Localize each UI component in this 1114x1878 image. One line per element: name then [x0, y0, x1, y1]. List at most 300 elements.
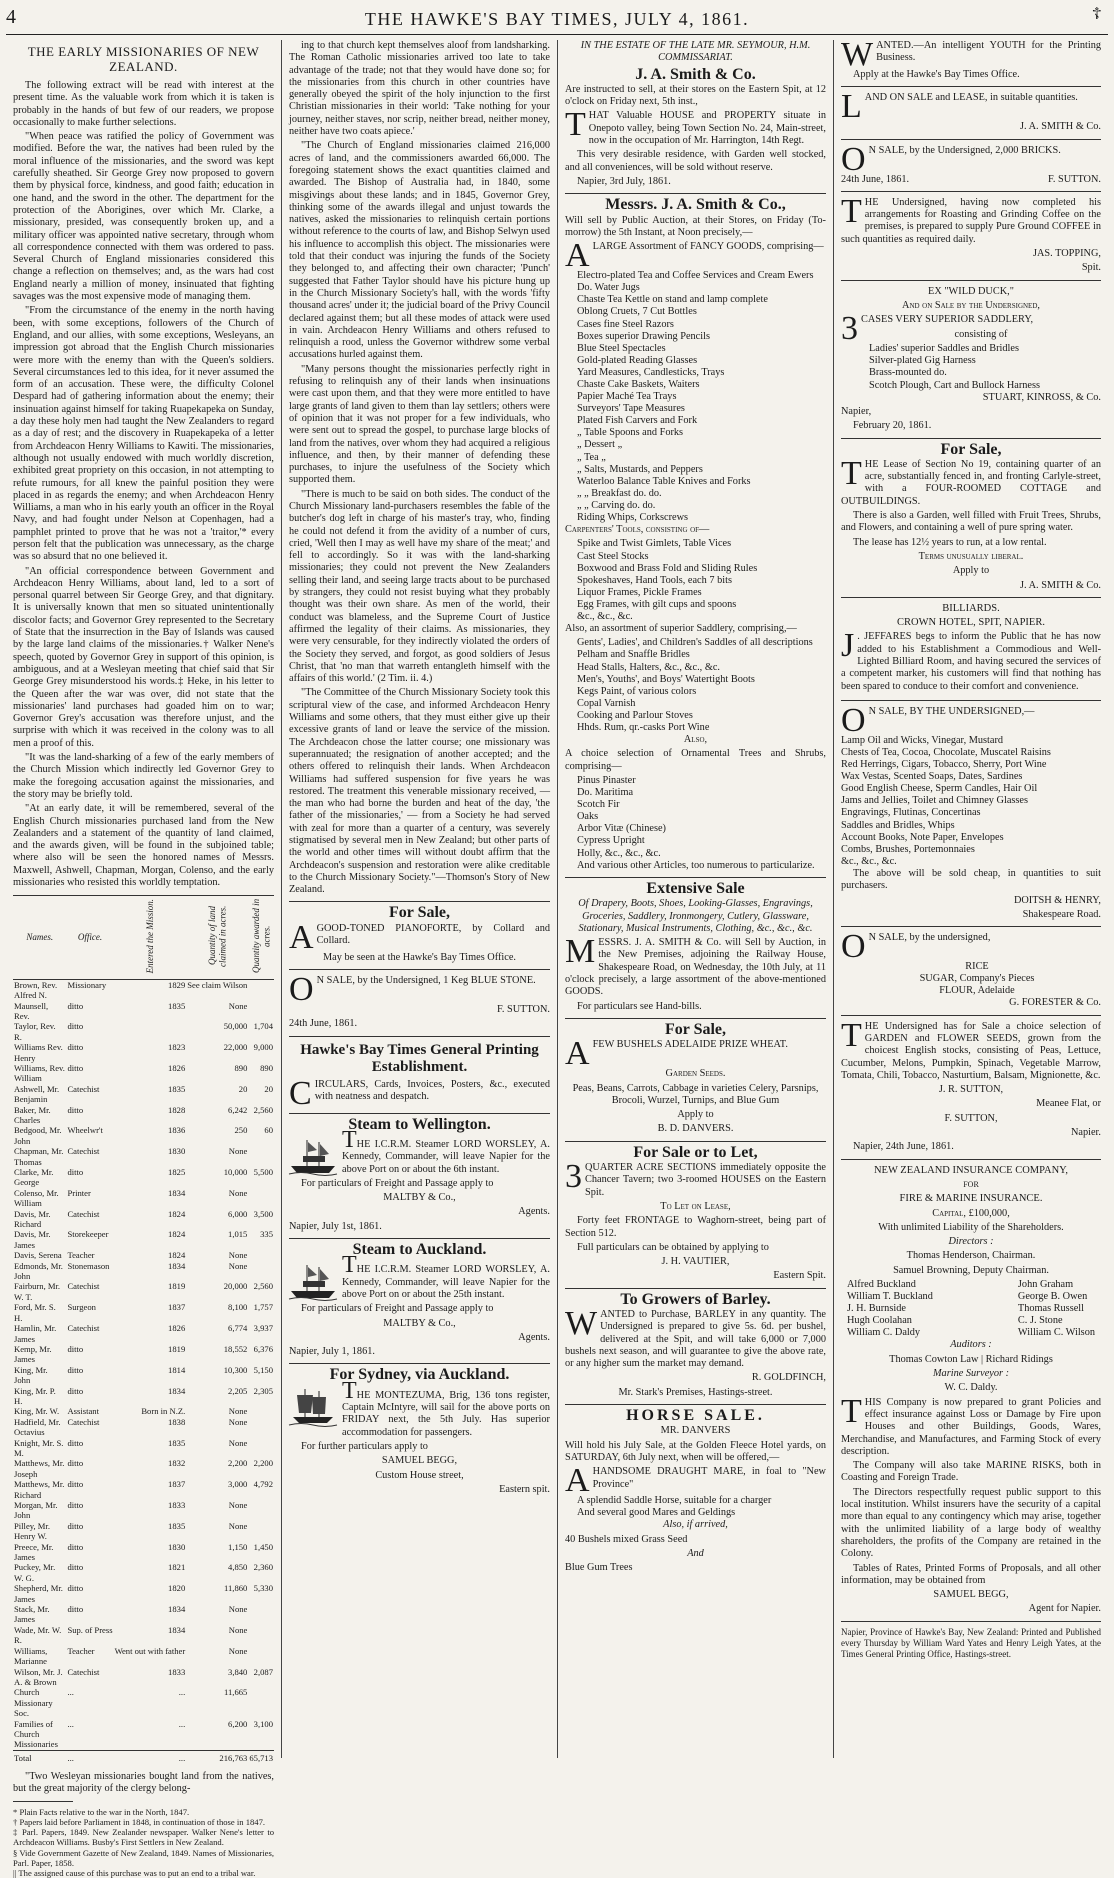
table-cell: 1837	[168, 1479, 186, 1490]
list-item: Chaste Tea Kettle on stand and lamp complete	[577, 294, 768, 306]
table-header: Quantity of land claimed in acres.	[186, 896, 248, 979]
list-item: William T. Buckland	[847, 1291, 933, 1303]
table-cell: 1823	[168, 1042, 186, 1053]
list-item: Lamp Oil and Wicks, Vinegar, Mustard	[841, 734, 1004, 746]
list-item: Spike and Twist Gimlets, Table Vices	[577, 538, 732, 550]
table-cell: ditto	[67, 1104, 84, 1115]
table-cell: 1,757	[253, 1302, 273, 1313]
table-cell: Kemp, Mr. James	[14, 1343, 52, 1365]
list-item: Gents', Ladies', and Children's Saddles of all descriptions	[577, 637, 813, 649]
list-item: Cypress Upright	[577, 835, 645, 847]
column-1	[6, 40, 282, 1878]
table-cell: 216,763	[186, 1750, 248, 1763]
list-item: Plated Fish Carvers and Fork	[577, 415, 698, 427]
article-continued	[289, 40, 550, 896]
table-cell: See claim Wilson	[187, 979, 248, 990]
table-cell: 65,713	[248, 1750, 274, 1763]
list-item: Holly, &c., &c., &c.	[577, 847, 661, 859]
list-item: Do. Maritima	[577, 787, 634, 799]
list-item: „ Dessert „	[577, 439, 623, 451]
list-item: Arbor Vitæ (Chinese)	[577, 823, 666, 835]
ad-billiards: BILLIARDS. CROWN HOTEL, SPIT, NAPIER. J . JEFFARES begs to inform the Public that he has now added to his Establishment a Commodious and Well-Lighted Billiard Room, and having secured the services of a competent marker, his customers will find that nothing has been spared to conduce to their comfort and convenience.	[841, 602, 1101, 692]
table-cell	[248, 1438, 274, 1459]
table-cell: 1824	[168, 1208, 186, 1219]
newspaper-title: THE HAWKE'S BAY TIMES, JULY 4, 1861.	[364, 8, 750, 29]
list-item: Spokeshaves, Hand Tools, each 7 bits	[577, 574, 732, 586]
table-cell: Missionary	[67, 979, 107, 990]
ad-barley: To Growers of Barley. WANTED to Purchase, BARLEY in any quantity. The Undersigned is prepared to give 5s. 6d. per bushel, delivered at the Spit, and will take 6,000 or 7,000 bushels next season, and will guarantee to give the above rate, or any higher sum the market may demand. R. GOLDFINCH, Mr. Stark's Premises, Hastings-street.	[565, 1290, 826, 1398]
table-cell: King, Mr. W.	[14, 1406, 60, 1417]
list-item: Saddles and Bridles, Whips	[841, 819, 955, 831]
table-cell: Catechist	[67, 1416, 100, 1427]
table-cell: 5,500	[253, 1167, 273, 1178]
table-row	[13, 1583, 274, 1604]
table-cell: Wilson, Mr. J. A. & Brown	[14, 1666, 63, 1687]
list-item: Papier Maché Tea Trays	[577, 391, 677, 403]
table-cell: Williams, Rev. William	[14, 1062, 65, 1084]
list-item: Copal Varnish	[577, 697, 636, 709]
table-cell: 1821	[168, 1562, 186, 1573]
table-cell: None	[228, 1437, 248, 1448]
table-cell: ditto	[67, 1458, 84, 1469]
sailing-ship-icon	[289, 1387, 337, 1427]
table-cell: ditto	[67, 1364, 84, 1375]
table-cell: Total	[13, 1750, 66, 1763]
table-row	[13, 1188, 274, 1209]
table-cell	[248, 1687, 274, 1718]
table-header: Office.	[66, 896, 113, 979]
table-cell: Taylor, Rev. R.	[14, 1021, 56, 1042]
table-cell: 2,200	[228, 1458, 248, 1469]
table-cell: Baker, Mr. Charles	[14, 1104, 51, 1125]
table-cell: 4,792	[253, 1479, 273, 1490]
table-cell: 5,330	[253, 1583, 273, 1594]
table-cell: ...	[66, 1750, 113, 1763]
table-cell: 10,000	[223, 1167, 248, 1178]
list-item: &c., &c., &c.	[577, 610, 633, 622]
table-cell: 1824	[168, 1250, 186, 1261]
ad-pianoforte: For Sale, AGOOD-TONED PIANOFORTE, by Collard and Collard. May be seen at the Hawke's Bay Times Office.	[289, 904, 550, 963]
table-cell: Catechist	[67, 1666, 100, 1677]
list-item: Good English Cheese, Sperm Candles, Hair Oil	[841, 783, 1038, 795]
table-cell: Maunsell, Rev.	[14, 1000, 49, 1021]
list-item: William C. Wilson	[1017, 1327, 1095, 1339]
ad-steam-auckland: Steam to Auckland. THE I.C.R.M. Steamer LORD WORSLEY, A. Kennedy, Commander, will leave Napier for the above Port on or about the 25th instant. For particulars of Freight and Passage apply to MALTBY & Co., Agents. Napier, July 1, 1861.	[289, 1241, 550, 1358]
table-cell: King, Mr. P. H.	[14, 1385, 56, 1406]
ad-sale-or-let: For Sale or to Let, 3 QUARTER ACRE SECTIONS immediately opposite the Chancer Tavern; two 3-roomed HOUSES on the Eastern Spit. To Let on Lease, Forty feet FRONTAGE to Waghorn-street, being part of Section 512. Full particulars can be obtained by applying to J. H. VAUTIER, Eastern Spit.	[565, 1143, 826, 1282]
list-item: Scotch Fir	[577, 799, 620, 811]
table-cell: 3,937	[253, 1323, 273, 1334]
list-item: &c., &c., &c.	[841, 855, 897, 867]
list-item: Combs, Brushes, Portemonnaies	[841, 843, 975, 855]
table-cell: ditto	[67, 1167, 84, 1178]
table-cell: 890	[260, 1062, 273, 1073]
sailing-ship-icon	[289, 1136, 337, 1176]
table-cell: 890	[234, 1062, 248, 1073]
ad-steam-wellington: Steam to Wellington. THE I.C.R.M. Steamer LORD WORSLEY, A. Kennedy, Commander, will leave Napier for the above Port on or about the 6th instant. For particulars of Freight and Passage apply to MALTBY & Co., Agents. Napier, July 1st, 1861.	[289, 1115, 550, 1232]
table-cell: 1826	[168, 1062, 186, 1073]
page-number: 4	[6, 6, 16, 28]
list-item: William C. Daldy	[847, 1327, 921, 1339]
corner-mark: ☦	[1091, 6, 1102, 23]
table-cell: Williams, Marianne	[14, 1645, 48, 1667]
table-cell: 1835	[168, 1000, 186, 1011]
list-item: RICE	[965, 961, 989, 973]
list-item: Pelham and Snaffle Bridles	[577, 649, 690, 661]
table-cell: None	[228, 1520, 248, 1531]
table-cell: Catechist	[67, 1083, 100, 1094]
table-cell: Davis, Mr. James	[14, 1229, 51, 1250]
table-row	[13, 1261, 274, 1282]
list-item: Account Books, Note Paper, Envelopes	[841, 831, 1004, 843]
table-cell: ditto	[67, 1062, 84, 1073]
list-item: Riding Whips, Corkscrews	[577, 512, 689, 524]
table-cell: ...	[67, 1718, 74, 1729]
table-cell: 3,840	[228, 1666, 248, 1677]
table-cell: Stonemason	[67, 1260, 110, 1271]
table-cell: Matthews, Mr. Richard	[14, 1479, 65, 1500]
table-cell	[248, 1604, 274, 1625]
list-item: Waterloo Balance Table Knives and Forks	[577, 475, 751, 487]
table-cell	[248, 1406, 274, 1416]
ad-insurance: NEW ZEALAND INSURANCE COMPANY, FOR FIRE & MARINE INSURANCE. Capital, £100,000, With unlimited Liability of the Shareholders. Directors : Thomas Henderson, Chairman. Samuel Browning, Deputy Chairman. Alfred Buckland William T. Buckland J. H. Burnside Hugh Coolahan William C. Daldy John Graham George B. Owen Thomas Russell C. J. Stone William C. Wilson Auditors : Thomas Cowton Law | Richard Ridings Marine Surveyor : W. C. Daldy. THIS Company is now prepared to grant Policies and effect insurance against Loss or Damage by Fire upon Houses and other Buildings, Goods, Wares, Merchandise, and Manufactures, and Farming Stock of every description. The Company will also take MARINE RISKS, both in Coasting and Foreign Trade. The Directors respectfully request public support to this local institution. Whilst insurers have the security of a capital more than equal to any contingency which may arise, together with the unlimited liability of a large body of wealthy shareholders, the profits of the Company are retained in the Colony. Tables of Rates, Printed Forms of Proposals, and all other information, may be obtained from SAMUEL BEGG, Agent for Napier.	[841, 1164, 1101, 1615]
table-cell: Went out with father	[114, 1645, 186, 1656]
ad-bricks: O N SALE, by the Undersigned, 2,000 BRICKS. 24th June, 1861. F. SUTTON.	[841, 140, 1101, 185]
table-cell	[248, 1646, 274, 1667]
list-item: Brass-mounted do.	[869, 367, 947, 379]
list-item: Men's, Youths', and Boys' Watertight Boots	[577, 673, 755, 685]
missionary-land-table	[13, 895, 274, 1763]
table-cell: 2,560	[253, 1104, 273, 1115]
table-row	[13, 1250, 274, 1260]
table-row	[13, 1417, 274, 1438]
list-item: Boxes superior Drawing Pencils	[577, 330, 710, 342]
table-cell: ditto	[67, 1520, 84, 1531]
table-cell: None	[228, 1604, 248, 1615]
table-header: Quantity awarded in acres.	[248, 896, 274, 979]
ad-rice-sugar: O N SALE, by the undersigned, RICE SUGAR, Company's Pieces FLOUR, Adelaide G. FORESTER & Co.	[841, 928, 1101, 1009]
ad-youth-wanted: WANTED.—An intelligent YOUTH for the Printing Business. Apply at the Hawke's Bay Times Office.	[841, 36, 1101, 80]
printer-imprint: Napier, Province of Hawke's Bay, New Zealand: Printed and Published every Thursday by William Ward Yates and Henry Leigh Yates, at the Times General Printing Office, Hastings-street.	[841, 1626, 1101, 1659]
table-cell: Davis, Mr. Richard	[14, 1208, 51, 1230]
list-item: SUGAR, Company's Pieces	[919, 973, 1035, 985]
table-cell: 2,560	[253, 1281, 273, 1292]
table-cell: 3,000	[228, 1479, 248, 1490]
table-cell: 4,850	[228, 1562, 248, 1573]
table-cell: 1826	[168, 1323, 186, 1334]
footnote: § Vide Government Gazette of New Zealand, 1849. Names of Missionaries, Parl. Paper, 1858.	[13, 1847, 274, 1868]
table-cell: 3,500	[253, 1208, 273, 1219]
article-paragraph: "At an early date, it will be remembered, several of the English Church missionaries purchased land from the New Zealanders and a statement of the quantity of land claimed, and the awards given, will be found in the subjoined table; where also will be seen the honored names of Messrs. Maxwell, Ashwell, Chapman, Morgan, Colenso, and the early missionaries who resisted this worldly temptation.	[13, 803, 274, 888]
list-item: Electro-plated Tea and Coffee Services and Cream Ewers	[577, 270, 814, 282]
table-cell: 1828	[168, 1104, 186, 1115]
table-cell: Davis, Serena	[14, 1250, 62, 1261]
list-item: Gold-plated Reading Glasses	[577, 354, 698, 366]
table-cell: Catechist	[67, 1208, 100, 1219]
table-cell: 20	[238, 1083, 248, 1094]
list-item: Hugh Coolahan	[847, 1315, 912, 1327]
ad-blue-stone: O N SALE, by the Undersigned, 1 Keg BLUE STONE. F. SUTTON. 24th June, 1861.	[289, 971, 550, 1030]
list-item: „ „ Carving do. do.	[577, 499, 656, 511]
table-header: Names.	[13, 896, 66, 979]
table-cell	[114, 1021, 187, 1042]
article-paragraph: "The Committee of the Church Missionary Society took this scriptural view of the case, and informed Archdeacon Henry Williams and some others, that they must either give up their excessive grants of land or leave the service of the mission. The Archdeacon chose the latter course; one missionary was superannuated; the resignation of another accepted; and the others offered to relinquish their lands. When Archdeacon Williams had suffered suspension for five years he was restored. The treatment this venerable missionary received, — the man who had borne the burden and heat of the day, 'the father of the missionaries,' — from a Society he had served with zeal for more than a quarter of a century, was severely stigmatised by several men in New Zealand; but other parts of the world and other times will without doubt affirm that the Archdeacon's suspension and restoration were alike creditable to the Church Missionary Society."—Thomson's Story of New Zealand.	[289, 687, 550, 896]
table-row	[13, 1719, 274, 1751]
table-cell: 22,000	[223, 1042, 248, 1053]
table-cell: 6,376	[253, 1343, 273, 1354]
article-paragraph: "Many persons thought the missionaries perfectly right in refusing to relinquish any of their lands when insinuations were cast upon them, and that they were more entitled to have large grants of land given to them than lay settlers; others were of opinion that it was not proper for a few individuals, who were sent out to spread the gospel, to purchase large blocks of land from the natives, over whom they had acquired a religious influence, and then, by their manner of defending these purchases, to injure the usefulness of the Society which supported them.	[289, 363, 550, 486]
table-cell: Wheelwr't	[67, 1125, 103, 1136]
list-item: Head Stalls, Halters, &c., &c., &c.	[577, 661, 720, 673]
table-cell: Preece, Mr. James	[14, 1541, 54, 1563]
table-row	[13, 1365, 274, 1386]
table-cell: Surgeon	[67, 1302, 96, 1313]
ad-extensive-sale: Extensive Sale Of Drapery, Boots, Shoes, Looking-Glasses, Engravings, Groceries, Saddlery, Ironmongery, Cutlery, Glassware, Stationary, Musical Instruments, Clothing, &c., &c., &c. MESSRS. J. A. SMITH & Co. will Sell by Auction, in the New Premises, adjoining the Railway House, Shakespeare Road, on Wednesday, the 10th July, at 11 o'clock precisely, a large assortment of the above-mentioned GOODS. For particulars see Hand-bills.	[565, 879, 826, 1012]
table-cell: 11,665	[224, 1687, 248, 1698]
table-cell: Fairburn, Mr. W. T.	[14, 1281, 61, 1302]
article-paragraph: ing to that church kept themselves aloof from landsharking. The Roman Catholic missionaries arrived too late to take advantage of the trade; not that they would have done so; for the missionaries from this church in other countries have generally obeyed the spirit of the holy injunction to the first Christian missionaries in their world: 'Take nothing for your journey, neither staves, nor scrip, neither bread, neither money, neither have two coats apiece.'	[289, 40, 550, 138]
list-item: Cast Steel Stocks	[577, 550, 649, 562]
list-item: Egg Frames, with gilt cups and spoons	[577, 598, 737, 610]
table-cell	[248, 1261, 274, 1282]
table-cell: Ford, Mr. S. H.	[14, 1302, 56, 1323]
article-paragraph: "When peace was ratified the policy of Government was modified. Before the war, the natives had been ruled by the moral influence of the missionaries, and the sword was kept carefully sheathed. Sir George Grey now proposed to govern them by physical force, kindness, and good faith; education in one hand, and the sword in the other. The department for the protection of the Aborigines, over which Mr. Clarke, a missionary, presided, was consequently broken up, and a military officer was appointed native secretary, through whom all correspondence connected with them was ordered to pass. Several Church of England missionaries considered this change a reflection on themselves; and, as the wars had cost England nearly a million of money, insinuated that fighting savages was the most expensive mode of managing them.	[13, 131, 274, 303]
footnote: † Papers laid before Parliament in 1848, in continuation of those in 1847.	[13, 1816, 266, 1827]
table-cell: Church Missionary Soc.	[14, 1687, 53, 1719]
table-cell	[248, 1250, 274, 1260]
table-cell: 6,200	[228, 1718, 248, 1729]
table-cell: 1,150	[228, 1541, 248, 1552]
footnotes	[13, 1807, 274, 1878]
table-cell: 6,774	[228, 1323, 248, 1334]
footnote: * Plain Facts relative to the war in the North, 1847.	[13, 1806, 190, 1817]
list-item: Yard Measures, Candlesticks, Trays	[577, 366, 725, 378]
list-item: C. J. Stone	[1017, 1315, 1063, 1327]
table-cell: ditto	[67, 1000, 84, 1011]
list-item: Alfred Buckland	[847, 1279, 916, 1291]
table-cell: 1834	[168, 1260, 186, 1271]
ad-printing: Hawke's Bay Times General Printing Establishment. CIRCULARS, Cards, Invoices, Posters, &c., executed with neatness and despatch.	[289, 1041, 550, 1112]
list-item: „ Salts, Mustards, and Peppers	[577, 463, 703, 475]
list-item: Thomas Russell	[1017, 1303, 1084, 1315]
ad-wild-duck-saddlery: EX "WILD DUCK," And on Sale by the Undersigned, 3 CASES VERY SUPERIOR SADDLERY, consisting of Ladies' superior Saddles and Bridles Silver-plated Gig Harness Brass-mounted do. Scotch Plough, Cart and Bullock Harness STUART, KINROSS, & Co. Napier, February 20, 1861.	[841, 285, 1101, 432]
table-cell: 20,000	[223, 1281, 248, 1292]
list-item: Hhds. Rum, qr.-casks Port Wine	[577, 722, 710, 734]
table-cell: 2,205	[228, 1385, 248, 1396]
table-row	[13, 1625, 274, 1646]
list-item: Engravings, Flutinas, Concertinas	[841, 807, 981, 819]
list-item: „ Tea „	[577, 451, 606, 463]
table-row	[13, 1021, 274, 1042]
table-cell	[248, 1001, 274, 1022]
ad-fancy-goods: Messrs. J. A. Smith & Co., Will sell by Public Auction, at their Stores, on Friday (To-morrow) the 5th Instant, at Noon precisely,— ALARGE Assortment of FANCY GOODS, comprising— Electro-plated Tea and Coffee Services and Cream Ewers Do. Water Jugs Chaste Tea Kettle on stand and lamp complete Oblong Cruets, 7 Cut Bottles Cases fine Steel Razors Boxes superior Drawing Pencils Blue Steel Spectacles Gold-plated Reading Glasses Yard Measures, Candlesticks, Trays Chaste Cake Baskets, Waiters Papier Maché Tea Trays Surveyors' Tape Measures Plated Fish Carvers and Fork „ Table Spoons and Forks „ Dessert „ „ Tea „ „ Salts, Mustards, and Peppers Waterloo Balance Table Knives and Forks „ „ Breakfast do. do. „ „ Carving do. do. Riding Whips, Corkscrews Carpenters' Tools, consisting of— Spike and Twist Gimlets, Table Vices Cast Steel Stocks Boxwood and Brass Fold and Sliding Rules Spokeshaves, Hand Tools, each 7 bits Liquor Frames, Pickle Frames Egg Frames, with gilt cups and spoons &c., &c., &c. Also, an assortment of superior Saddlery, comprising,— Gents', Ladies', and Children's Saddles of all descriptions Pelham and Snaffle Bridles Head Stalls, Halters, &c., &c., &c. Men's, Youths', and Boys' Watertight Boots Kegs Paint, of various colors Copal Varnish Cooking and Parlour Stoves Hhds. Rum, qr.-casks Port Wine Also, A choice selection of Ornamental Trees and Shrubs, comprising— Pinus Pinaster Do. Maritima Scotch Fir Oaks Arbor Vitæ (Chinese) Cypress Upright Holly, &c., &c., &c. And various other Articles, too numerous to particularize.	[565, 196, 826, 871]
table-cell: Teacher	[67, 1250, 95, 1261]
table-cell: None	[228, 1146, 248, 1157]
list-item: „ „ Breakfast do. do.	[577, 487, 662, 499]
table-cell: Puckey, Mr. W. G.	[14, 1562, 56, 1583]
table-cell: None	[228, 1645, 248, 1656]
footnote: ‡ Parl. Papers, 1849. New Zealander newspaper. Walker Nene's letter to Archdeacon Williams. Busby's First Settlers in New Zealand.	[13, 1827, 274, 1848]
list-item: Do. Water Jugs	[577, 282, 640, 294]
table-row	[13, 1302, 274, 1323]
ad-sydney: For Sydney, via Auckland. THE MONTEZUMA, Brig, 136 tons register, Captain McIntyre, will sail for the above ports on FRIDAY next, the 5th July. Has superior accommodation for passengers. For further particulars apply to SAMUEL BEGG, Custom House street, Eastern spit.	[289, 1369, 550, 1496]
list-item: Wax Vestas, Scented Soaps, Dates, Sardines	[841, 771, 1023, 783]
table-cell: ditto	[67, 1541, 84, 1552]
table-row	[13, 1438, 274, 1459]
table-cell: 1833	[168, 1666, 186, 1677]
table-cell: Edmonds, Mr. John	[14, 1260, 63, 1282]
list-item: Cases fine Steel Razors	[577, 318, 674, 330]
article-paragraph: "An official correspondence between Government and Archdeacon Henry Williams, about land, led to a sort of personal quarrel between Sir George Grey, and that dignitary. It is universally known that men so situated unintentionally discolor facts; and Governor Grey represented to the Secretary of State that the insurrection in the Bay of Islands was caused by the large land claims of the missionaries.† Walker Nene's speech, quoted by Governor Grey in support of this opinion, is ambiguous, and at a Wesleyan meeting that chief said that Sir George Grey misunderstood his words.‡ Heke, in his letter to the Queen after the war was over, did not state that the missionaries' land purchases had goaded him on to war; Governor Grey's accusation was therefore unjust, and the surprise with which it was received in the colony was to all men a proof of this.	[13, 565, 274, 749]
table-cell: None	[228, 1250, 248, 1261]
table-row	[13, 1146, 274, 1167]
table-cell: ditto	[67, 1021, 84, 1032]
table-cell: Catechist	[67, 1146, 100, 1157]
table-cell: ...	[178, 1718, 186, 1729]
table-cell: ditto	[67, 1385, 84, 1396]
table-cell	[248, 1188, 274, 1209]
table-cell: 1836	[168, 1125, 186, 1136]
table-cell: None	[228, 1187, 248, 1198]
table-cell: 1,704	[253, 1021, 273, 1032]
list-item: Oaks	[577, 811, 599, 823]
table-cell: 1,450	[253, 1541, 273, 1552]
table-cell: Printer	[67, 1187, 91, 1198]
list-item: Ladies' superior Saddles and Bridles	[869, 343, 1019, 355]
table-cell: ...	[67, 1687, 74, 1698]
table-cell: 1835	[168, 1083, 186, 1094]
table-cell: Catechist	[67, 1323, 100, 1334]
table-row	[13, 1479, 274, 1500]
table-row	[13, 1125, 274, 1146]
table-cell: 6,000	[228, 1208, 248, 1219]
table-cell: 1819	[168, 1343, 186, 1354]
table-cell: None	[228, 1416, 248, 1427]
table-cell	[248, 1521, 274, 1542]
table-cell: 2,360	[253, 1562, 273, 1573]
list-item: Scotch Plough, Cart and Bullock Harness	[869, 379, 1041, 391]
table-cell: None	[228, 1260, 248, 1271]
newspaper-page	[6, 4, 1108, 1878]
table-cell: 250	[234, 1125, 248, 1136]
list-item: J. H. Burnside	[847, 1303, 906, 1315]
list-item: Oblong Cruets, 7 Cut Bottles	[577, 306, 697, 318]
table-cell	[248, 1625, 274, 1646]
table-cell: 1825	[168, 1167, 186, 1178]
table-cell: Sup. of Press	[67, 1624, 113, 1635]
table-cell: Bedgood, Mr. John	[14, 1125, 62, 1146]
table-cell: 1835	[168, 1520, 186, 1531]
table-cell: Catechist	[67, 1281, 100, 1292]
article-paragraph: "From the circumstance of the enemy in the north having been, with some exceptions, followers of the Church of England, and our allies, with some exceptions, Wesleyans, an impression got abroad that the English Church missionaries were more with the enemy than with the Queen's soldiers. Several circumstances led to this idea, for it never assumed the form of an accusation. These were, the difficulty Colonel Despard had of gathering information about the enemy; their insinuation against himself for taking Ruapekapeka on Sunday, a day these holy men had taught the New Zealanders to regard as a day of rest; and the discovery in Ruapekapeka of a letter from Archdeacon Henry Williams to Kawiti. The missionaries, although not usually endowed with much worldly discretion, exhibited great propriety on this occasion, in not attempting to refute rumours, for all knew the painful position they were placed in as regards the enemy; and when Archdeacon Henry Williams, a man who in his early youth an officer in the Royal Navy, and had fought under Nelson at Copenhagen, had a pamphlet printed to prove that he was not a 'traitor,'* every person felt that the publication was unnecessary, as the charge was so absurd that no one believed it.	[13, 305, 274, 563]
masthead	[6, 4, 1108, 35]
table-row	[13, 1542, 274, 1563]
table-cell: 1829	[168, 979, 186, 990]
table-cell: 50,000	[223, 1021, 248, 1032]
table-row	[13, 1063, 274, 1084]
table-cell: 2,305	[253, 1385, 273, 1396]
table-cell: 2,200	[253, 1458, 273, 1469]
list-item: „ Table Spoons and Forks	[577, 427, 684, 439]
table-cell: ditto	[67, 1562, 84, 1573]
ad-horse-sale: HORSE SALE. MR. DANVERS Will hold his July Sale, at the Golden Fleece Hotel yards, on SATURDAY, 6th July next, when will be offered,— AHANDSOME DRAUGHT MARE, in foal to "New Province" A splendid Saddle Horse, suitable for a charger And several good Mares and Geldings Also, if arrived, 40 Bushels mixed Grass Seed And Blue Gum Trees	[565, 1407, 826, 1574]
table-cell: 1814	[168, 1364, 186, 1375]
table-cell: 1835	[168, 1437, 186, 1448]
table-cell: Clarke, Mr. George	[14, 1167, 54, 1188]
table-cell: None	[228, 1406, 248, 1417]
table-cell: 1834	[168, 1604, 186, 1615]
list-item: Cooking and Parlour Stoves	[577, 709, 693, 721]
table-cell: 1824	[168, 1229, 186, 1240]
list-item: A splendid Saddle Horse, suitable for a charger	[577, 1495, 772, 1507]
list-item: Pinus Pinaster	[577, 775, 636, 787]
table-cell: Families of Church Missionaries	[14, 1718, 58, 1750]
table-cell: ditto	[67, 1437, 84, 1448]
table-row	[13, 1386, 274, 1407]
table-cell: Pilley, Mr. Henry W.	[14, 1520, 50, 1542]
table-row	[13, 1521, 274, 1542]
table-row	[13, 1562, 274, 1583]
table-header: Entered the Mission.	[114, 896, 187, 979]
table-row	[13, 1105, 274, 1126]
table-cell: 3,100	[253, 1718, 273, 1729]
table-cell: Wade, Mr. W. R.	[14, 1624, 62, 1646]
table-row	[13, 1344, 274, 1365]
table-cell	[248, 979, 274, 1000]
table-cell: ditto	[67, 1500, 84, 1511]
table-cell: 1838	[168, 1416, 186, 1427]
table-cell: 60	[264, 1125, 273, 1136]
table-cell: Matthews, Mr. Joseph	[14, 1458, 65, 1479]
table-row	[13, 1500, 274, 1521]
table-cell: Ashwell, Mr. Benjamin	[14, 1083, 60, 1105]
table-row	[13, 1750, 274, 1763]
table-cell: None	[228, 1000, 248, 1011]
table-cell: 1834	[168, 1187, 186, 1198]
table-cell: Williams Rev. Henry	[14, 1042, 63, 1063]
table-cell: 11,860	[224, 1583, 248, 1594]
table-cell: King, Mr. John	[14, 1364, 48, 1386]
table-cell: Stack, Mr. James	[14, 1604, 50, 1625]
table-row	[13, 1667, 274, 1688]
table-row	[13, 1406, 274, 1416]
list-item: Kegs Paint, of various colors	[577, 685, 697, 697]
table-cell: ditto	[67, 1583, 84, 1594]
table-cell: 2,087	[253, 1666, 273, 1677]
ad-coffee: THE Undersigned, having now completed his arrangements for Roasting and Grinding Coffee on the premises, is prepared to supply Pure Ground COFFEE in such quantities as required daily. JAS. TOPPING, Spit.	[841, 192, 1101, 274]
table-cell: ...	[178, 1687, 186, 1698]
table-row	[13, 1646, 274, 1667]
table-row	[13, 1458, 274, 1479]
list-item: Chaste Cake Baskets, Waiters	[577, 379, 700, 390]
table-cell: Storekeeper	[67, 1229, 109, 1240]
column-3	[558, 40, 834, 1758]
table-row	[13, 1604, 274, 1625]
table-row	[13, 979, 274, 1000]
list-item: Silver-plated Gig Harness	[869, 355, 976, 367]
ad-general-goods: O N SALE, BY THE UNDERSIGNED,— Lamp Oil and Wicks, Vinegar, Mustard Chests of Tea, Cocoa, Chocolate, Muscatel Raisins Red Herrings, Cigars, Tobacco, Sherry, Port Wine Wax Vestas, Scented Soaps, Dates, Sardines Good English Cheese, Sperm Candles, Hair Oil Jams and Jellies, Toilet and Chimney Glasses Engravings, Flutinas, Concertinas Saddles and Bridles, Whips Account Books, Note Paper, Envelopes Combs, Brushes, Portemonnaies &c., &c., &c. The above will be sold cheap, in quantities to suit purchasers. DOITSH & HENRY, Shakespeare Road.	[841, 701, 1101, 920]
table-row	[13, 1167, 274, 1188]
table-cell: None	[228, 1624, 248, 1635]
column-4	[834, 36, 1108, 1758]
table-cell: 1837	[168, 1302, 186, 1313]
article-heading: THE EARLY MISSIONARIES OF NEW ZEALAND.	[27, 44, 260, 74]
article-closing: "Two Wesleyan missionaries bought land from the natives, but the great majority of the clergy belong-	[13, 1771, 274, 1795]
list-item: Jams and Jellies, Toilet and Chimney Glasses	[841, 795, 1028, 807]
table-row	[13, 1229, 274, 1250]
table-cell: 8,100	[228, 1302, 248, 1313]
list-item: John Graham	[1017, 1279, 1074, 1291]
